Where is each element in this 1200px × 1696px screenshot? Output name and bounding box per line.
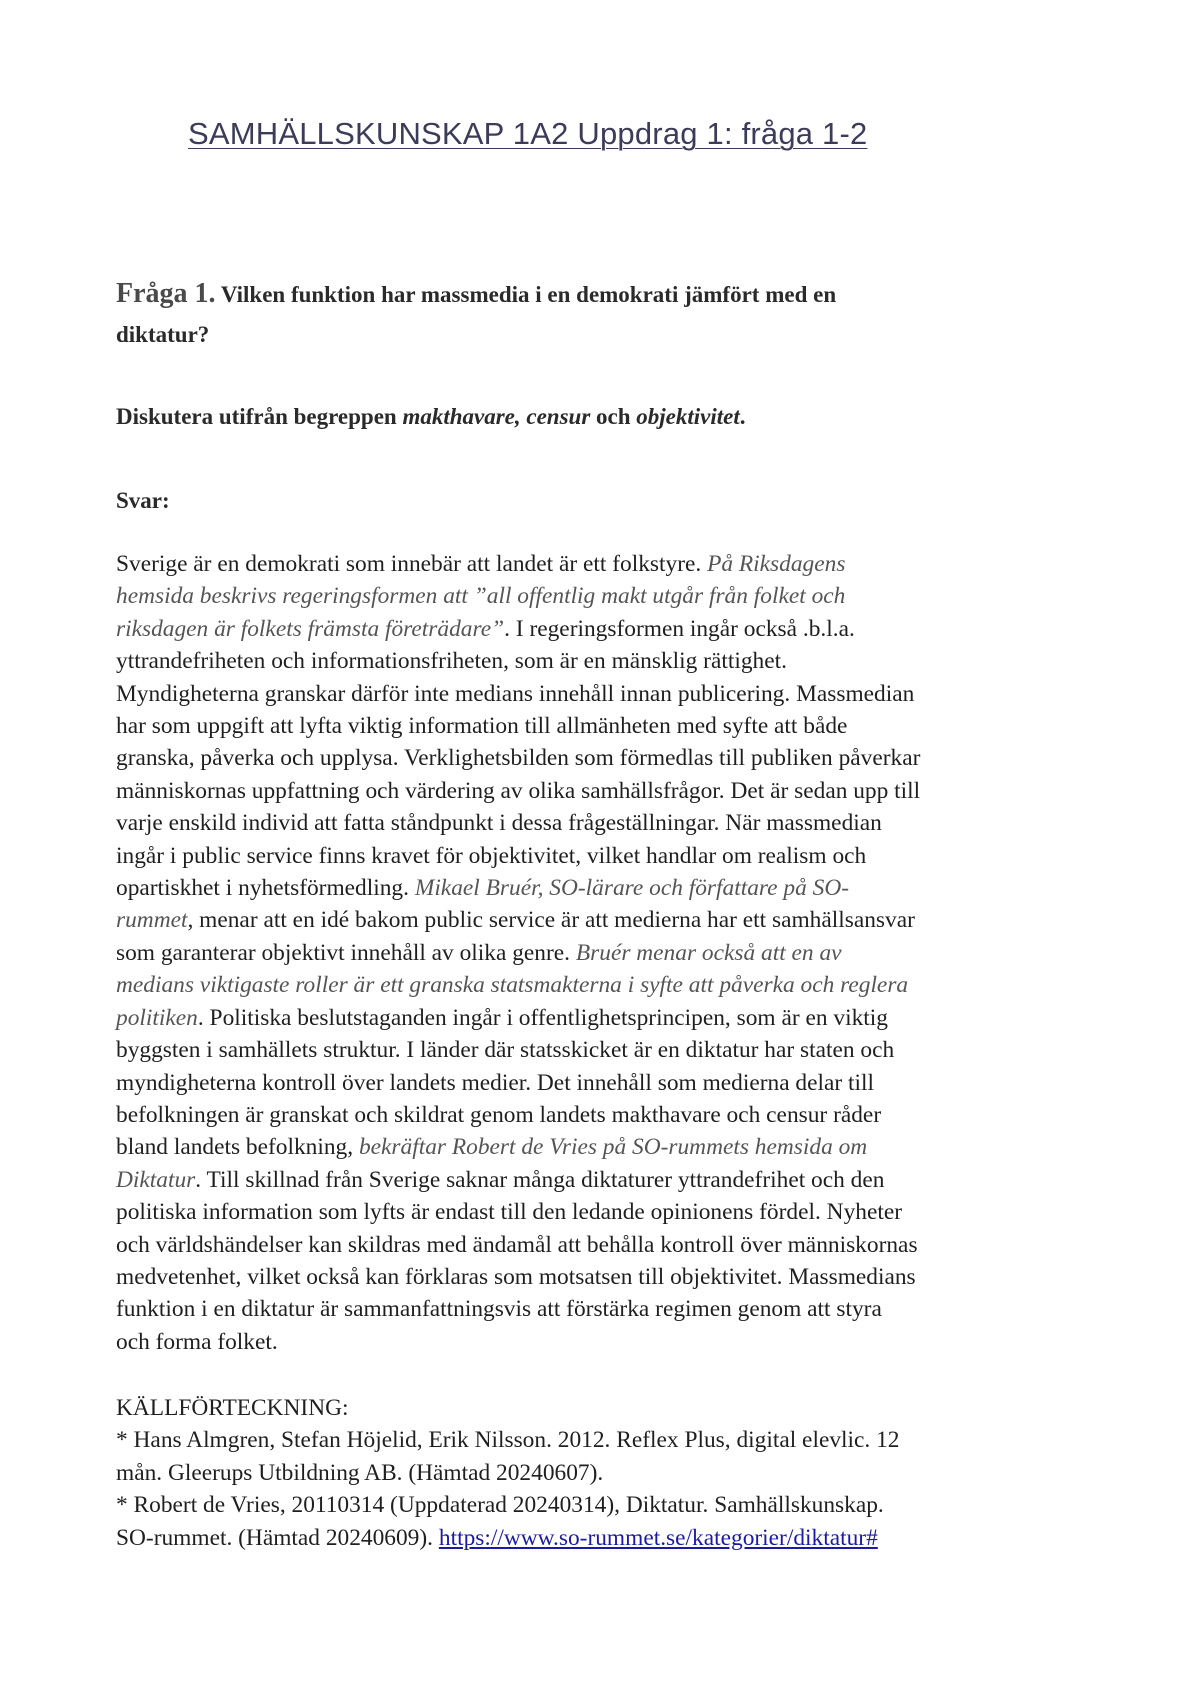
answer-line <box>116 1164 1106 1196</box>
answer-line <box>116 1002 1106 1034</box>
discussion-suffix: . <box>739 404 746 429</box>
answer-text: människornas uppfattning och värdering av olika samhällsfrågor. Det är sedan upp till <box>116 777 921 804</box>
answer-line <box>116 710 1106 742</box>
answer-text: , menar att en idé bakom public service är att medierna har ett samhällsansvar <box>187 907 915 934</box>
question-text-line2: diktatur? <box>116 322 210 347</box>
answer-line <box>116 1326 1106 1358</box>
source-entry-2-prefix: SO-rummet. (Hämtad 20240609). <box>116 1524 439 1551</box>
answer-text: och forma folket. <box>116 1328 278 1355</box>
discussion-term-1: makthavare, censur <box>402 404 591 429</box>
source-entry-1-line-2: mån. Gleerups Utbildning AB. (Hämtad 20240607). <box>116 1459 604 1486</box>
answer-citation: hemsida beskrivs regeringsformen att ”all offentlig makt utgår från folket och <box>116 583 846 610</box>
source-entry-1-line-1: * Hans Almgren, Stefan Höjelid, Erik Nilsson. 2012. Reflex Plus, digital elevlic. 12 <box>116 1427 900 1454</box>
answer-line <box>116 613 1106 645</box>
answer-text: . Politiska beslutstaganden ingår i offentlighetsprincipen, som är en viktig <box>197 1004 888 1031</box>
source-list <box>116 1392 1106 1554</box>
answer-citation: bekräftar Robert de Vries på SO-rummets hemsida om <box>358 1134 868 1161</box>
source-entry-2-line-2 <box>116 1522 1106 1554</box>
answer-text: byggsten i samhällets struktur. I länder där statsskicket är en diktatur har staten och <box>116 1037 895 1064</box>
discussion-middle: och <box>590 404 637 429</box>
answer-line <box>116 937 1106 969</box>
answer-line <box>116 775 1106 807</box>
answer-citation: rummet <box>116 907 188 934</box>
answer-text: varje enskild individ att fatta ståndpunkt i dessa frågeställningar. När massmedian <box>116 810 882 837</box>
answer-text: Myndigheterna granskar därför inte medians innehåll innan publicering. Massmedian <box>116 680 915 707</box>
answer-line <box>116 1067 1106 1099</box>
answer-line <box>116 872 1106 904</box>
question-label: Fråga 1. <box>116 278 216 309</box>
source-link[interactable]: https://www.so-rummet.se/kategorier/diktatur# <box>438 1524 878 1551</box>
question-1 <box>116 274 1076 355</box>
answer-body <box>116 548 1106 1358</box>
sources-heading: KÄLLFÖRTECKNING: <box>116 1395 349 1421</box>
answer-text: ingår i public service finns kravet för objektivitet, vilket handlar om realism och <box>116 842 867 869</box>
answer-line <box>116 904 1106 936</box>
answer-line <box>116 1196 1106 1228</box>
discussion-prompt <box>116 404 1076 430</box>
answer-line <box>116 1261 1106 1293</box>
answer-text: medvetenhet, vilket också kan förklaras som motsatsen till objektivitet. Massmedians <box>116 1263 916 1290</box>
answer-line <box>116 1099 1106 1131</box>
answer-line <box>116 1131 1106 1163</box>
answer-citation: politiken <box>116 1004 198 1031</box>
answer-label: Svar: <box>116 488 170 513</box>
answer-line <box>116 1293 1106 1325</box>
answer-text: yttrandefriheten och informationsfriheten, som är en mänsklig rättighet. <box>116 648 787 675</box>
answer-line <box>116 807 1106 839</box>
answer-text: och världshändelser kan skildras med ändamål att behålla kontroll över människornas <box>116 1231 918 1258</box>
answer-line <box>116 969 1106 1001</box>
answer-text: har som uppgift att lyfta viktig information till allmänheten med syfte att både <box>116 713 848 740</box>
answer-citation: Diktatur <box>116 1166 196 1193</box>
question-text-line1: Vilken funktion har massmedia i en demokrati jämfört med en <box>215 282 837 307</box>
answer-citation: riksdagen är folkets främsta företrädare” <box>116 615 505 642</box>
answer-text: opartiskhet i nyhetsförmedling. <box>116 875 415 902</box>
discussion-prefix: Diskutera utifrån begreppen <box>116 404 403 429</box>
answer-text: funktion i en diktatur är sammanfattningsvis att förstärka regimen genom att styra <box>116 1296 882 1323</box>
answer-line <box>116 742 1106 774</box>
answer-text: politiska information som lyfts är endast till den ledande opinionens fördel. Nyheter <box>116 1199 903 1226</box>
answer-line <box>116 840 1106 872</box>
answer-text: granska, påverka och upplysa. Verklighetsbilden som förmedlas till publiken påverkar <box>116 745 921 772</box>
answer-line <box>116 548 1106 580</box>
answer-line <box>116 580 1106 612</box>
answer-line <box>116 645 1106 677</box>
discussion-term-2: objektivitet <box>636 404 740 429</box>
answer-line <box>116 678 1106 710</box>
answer-citation: Mikael Bruér, SO-lärare och författare på SO- <box>414 875 850 902</box>
answer-text: befolkningen är granskat och skildrat genom landets makthavare och censur råder <box>116 1101 882 1128</box>
answer-citation: Bruér menar också att en av <box>575 939 842 966</box>
answer-text: Sverige är en demokrati som innebär att landet är ett folkstyre. <box>116 551 708 577</box>
source-entry-2-line-1: * Robert de Vries, 20110314 (Uppdaterad 20240314), Diktatur. Samhällskunskap. <box>116 1492 884 1519</box>
answer-line <box>116 1229 1106 1261</box>
answer-line <box>116 1034 1106 1066</box>
answer-text: bland landets befolkning, <box>116 1134 359 1161</box>
document-title: SAMHÄLLSKUNSKAP 1A2 Uppdrag 1: fråga 1-2 <box>188 116 868 151</box>
answer-text: som garanterar objektivt innehåll av olika genre. <box>116 939 576 966</box>
answer-citation: På Riksdagens <box>707 551 846 577</box>
answer-text: myndigheterna kontroll över landets medier. Det innehåll som medierna delar till <box>116 1069 875 1096</box>
answer-text: . Till skillnad från Sverige saknar många diktaturer yttrandefrihet och den <box>195 1166 885 1193</box>
answer-citation: medians viktigaste roller är ett granska statsmakterna i syfte att påverka och reglera <box>116 972 909 999</box>
answer-text: . I regeringsformen ingår också .b.l.a. <box>504 615 855 642</box>
